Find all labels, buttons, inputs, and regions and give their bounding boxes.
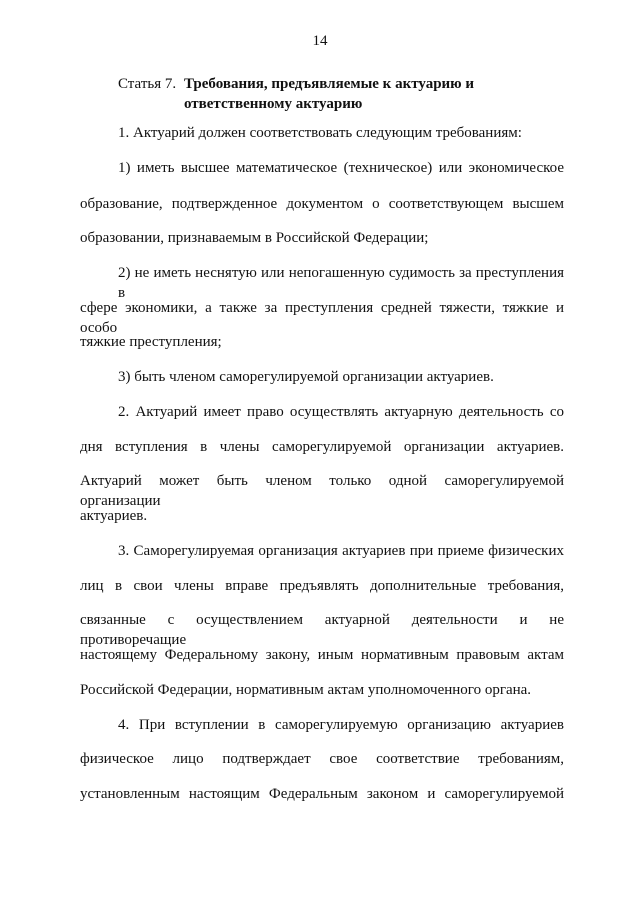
text-line: образовании, признаваемым в Российской Федерации; bbox=[80, 230, 429, 246]
article-label: Статья 7. bbox=[118, 76, 177, 92]
text-line: физическое лицо подтверждает свое соответствие требованиям, bbox=[80, 751, 564, 767]
text-line: 4. При вступлении в саморегулируемую организацию актуариев bbox=[118, 717, 564, 733]
text-line: связанные с осуществлением актуарной деятельности и не противоречащие bbox=[80, 612, 564, 648]
article-title-line-1: Требования, предъявляемые к актуарию и bbox=[184, 76, 475, 92]
text-line: настоящему Федеральному закону, иным нормативным правовым актам bbox=[80, 647, 564, 663]
text-line: дня вступления в члены саморегулируемой организации актуариев. bbox=[80, 439, 564, 455]
text-line: актуариев. bbox=[80, 508, 148, 524]
text-line: установленным настоящим Федеральным законом и саморегулируемой bbox=[80, 786, 564, 802]
text-line: 2. Актуарий имеет право осуществлять актуарную деятельность со bbox=[118, 404, 564, 420]
text-line: лиц в свои члены вправе предъявлять дополнительные требования, bbox=[80, 578, 564, 594]
text-line: 1) иметь высшее математическое (техническое) или экономическое bbox=[118, 160, 564, 176]
text-line: 3. Саморегулируемая организация актуариев при приеме физических bbox=[118, 543, 564, 559]
text-line: 2) не иметь неснятую или непогашенную судимость за преступления в bbox=[118, 265, 564, 301]
text-line: 3) быть членом саморегулируемой организации актуариев. bbox=[118, 369, 494, 385]
text-line: образование, подтвержденное документом о соответствующем высшем bbox=[80, 196, 564, 212]
text-line: тяжкие преступления; bbox=[80, 334, 222, 350]
page-number: 14 bbox=[312, 33, 328, 49]
text-line: сфере экономики, а также за преступления средней тяжести, тяжкие и особо bbox=[80, 300, 564, 336]
article-title-line-2: ответственному актуарию bbox=[184, 96, 363, 112]
text-line: 1. Актуарий должен соответствовать следующим требованиям: bbox=[118, 125, 522, 141]
text-line: Российской Федерации, нормативным актам уполномоченного органа. bbox=[80, 682, 532, 698]
article-heading bbox=[118, 74, 588, 114]
text-line: Актуарий может быть членом только одной саморегулируемой организации bbox=[80, 473, 564, 509]
